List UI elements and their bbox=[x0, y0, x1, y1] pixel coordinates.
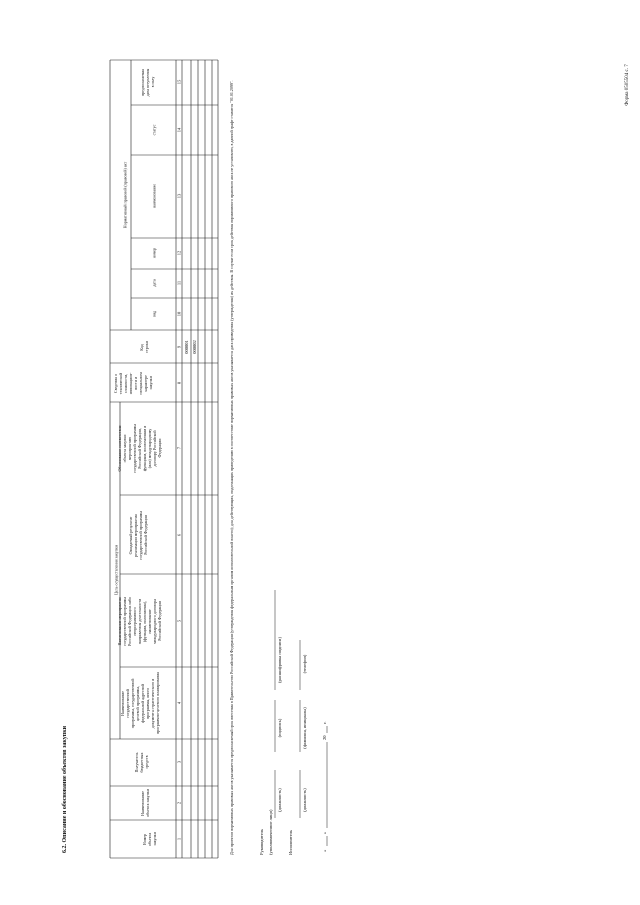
header-complexity: Сведения о технической сложности, инновацион- ности и специальном характере закупки bbox=[113, 372, 153, 395]
column-number: 15 bbox=[176, 79, 182, 85]
date-close-quote: » bbox=[322, 831, 327, 834]
header-budget-recipient: Получатель бюджетных средств bbox=[134, 752, 149, 773]
column-number: 4 bbox=[176, 701, 182, 705]
header-expected-result: Ожидаемый результат реализации мероприятия государственной программы Российской Федерации bbox=[128, 511, 148, 560]
section-title: 6.2. Описание и обоснование объектов закупки bbox=[62, 725, 68, 853]
column-number: 10 bbox=[176, 311, 182, 317]
executor-position-caption: (должность) bbox=[302, 788, 307, 812]
header-justification: Обоснование соответствия объекта закупки мероприятию государственной программы Российской Федерации, функциям, полномочиям и (или) международному договору Российской Федерации bbox=[117, 424, 162, 473]
header-act-name: наименование bbox=[151, 183, 157, 209]
header-goal: Цель осуществления закупки bbox=[113, 545, 119, 595]
header-object-name: Наименование объекта закупки bbox=[140, 789, 150, 817]
executor-label: Исполнитель bbox=[288, 829, 293, 855]
head-signature-caption: (подпись) bbox=[277, 718, 282, 738]
head-label: Руководитель bbox=[259, 828, 264, 855]
head-decoding-caption: (расшифровка подписи) bbox=[277, 637, 282, 683]
date-line bbox=[322, 722, 327, 852]
executor-fio-caption: (фамилия, инициалы) bbox=[302, 707, 307, 749]
column-number: 7 bbox=[176, 446, 182, 450]
header-row-code: Код строки bbox=[139, 341, 149, 353]
header-normative-act: Нормативный правовой (правовой) акт bbox=[122, 161, 128, 229]
column-number: 12 bbox=[176, 250, 182, 256]
column-number: 2 bbox=[176, 801, 182, 805]
date-year-prefix: 20 bbox=[322, 735, 327, 740]
column-number: 8 bbox=[176, 381, 182, 385]
date-year-suffix: г. bbox=[322, 721, 327, 724]
header-event-name: Наименование мероприятия государственной программы Российской Федерации либо непрограммного направления деятельности (функции, полномочия), наименование международного договора Российской Федерации bbox=[117, 597, 162, 646]
header-effective-date: предполагаемая дата вступления в силу bbox=[140, 68, 155, 97]
table-row-code: 000002 bbox=[192, 340, 198, 354]
column-number: 3 bbox=[176, 760, 182, 764]
column-number: 6 bbox=[176, 533, 182, 537]
header-act-type: вид bbox=[151, 310, 157, 318]
header-act-date: дата bbox=[151, 279, 157, 287]
head-position-caption: (должность) bbox=[277, 788, 282, 812]
column-number: 13 bbox=[176, 193, 182, 199]
footnote: Для проектов нормативных правовых актов указывается предполагаемый срок внесения в Правительство Российской Федерации (утверждения федеральным органом исполнительной власти); для действующих, подлежащих приведению в соответствие нормативных правовых актов указывается дата приведения (утверждения) их действия. В случае если срок действия нормативного правового акта не установлен, в данной графе ставится "01.01.2099". bbox=[229, 80, 234, 855]
executor-phone-caption: (телефон) bbox=[302, 654, 307, 674]
head-label-authorized: (уполномоченное лицо) bbox=[268, 809, 273, 855]
header-act-status: статус bbox=[151, 124, 157, 136]
form-code: Форма 0505504 с. 7 bbox=[625, 64, 630, 106]
column-number: 9 bbox=[176, 345, 182, 349]
date-open-quote: « bbox=[322, 849, 327, 852]
column-number: 5 bbox=[176, 619, 182, 623]
column-number: 14 bbox=[176, 127, 182, 133]
header-act-number: номер bbox=[151, 247, 157, 259]
header-object-number: Номер объекта закупки bbox=[142, 832, 157, 847]
header-program-name: Наименование государственной программы, государственной целевой программы, федеральной адресной программы, иного документа стратегического и программно-целевого планирования bbox=[120, 671, 160, 735]
table-row-code: 000001 bbox=[184, 340, 190, 354]
column-number: 11 bbox=[176, 280, 182, 286]
column-number: 1 bbox=[176, 837, 182, 841]
